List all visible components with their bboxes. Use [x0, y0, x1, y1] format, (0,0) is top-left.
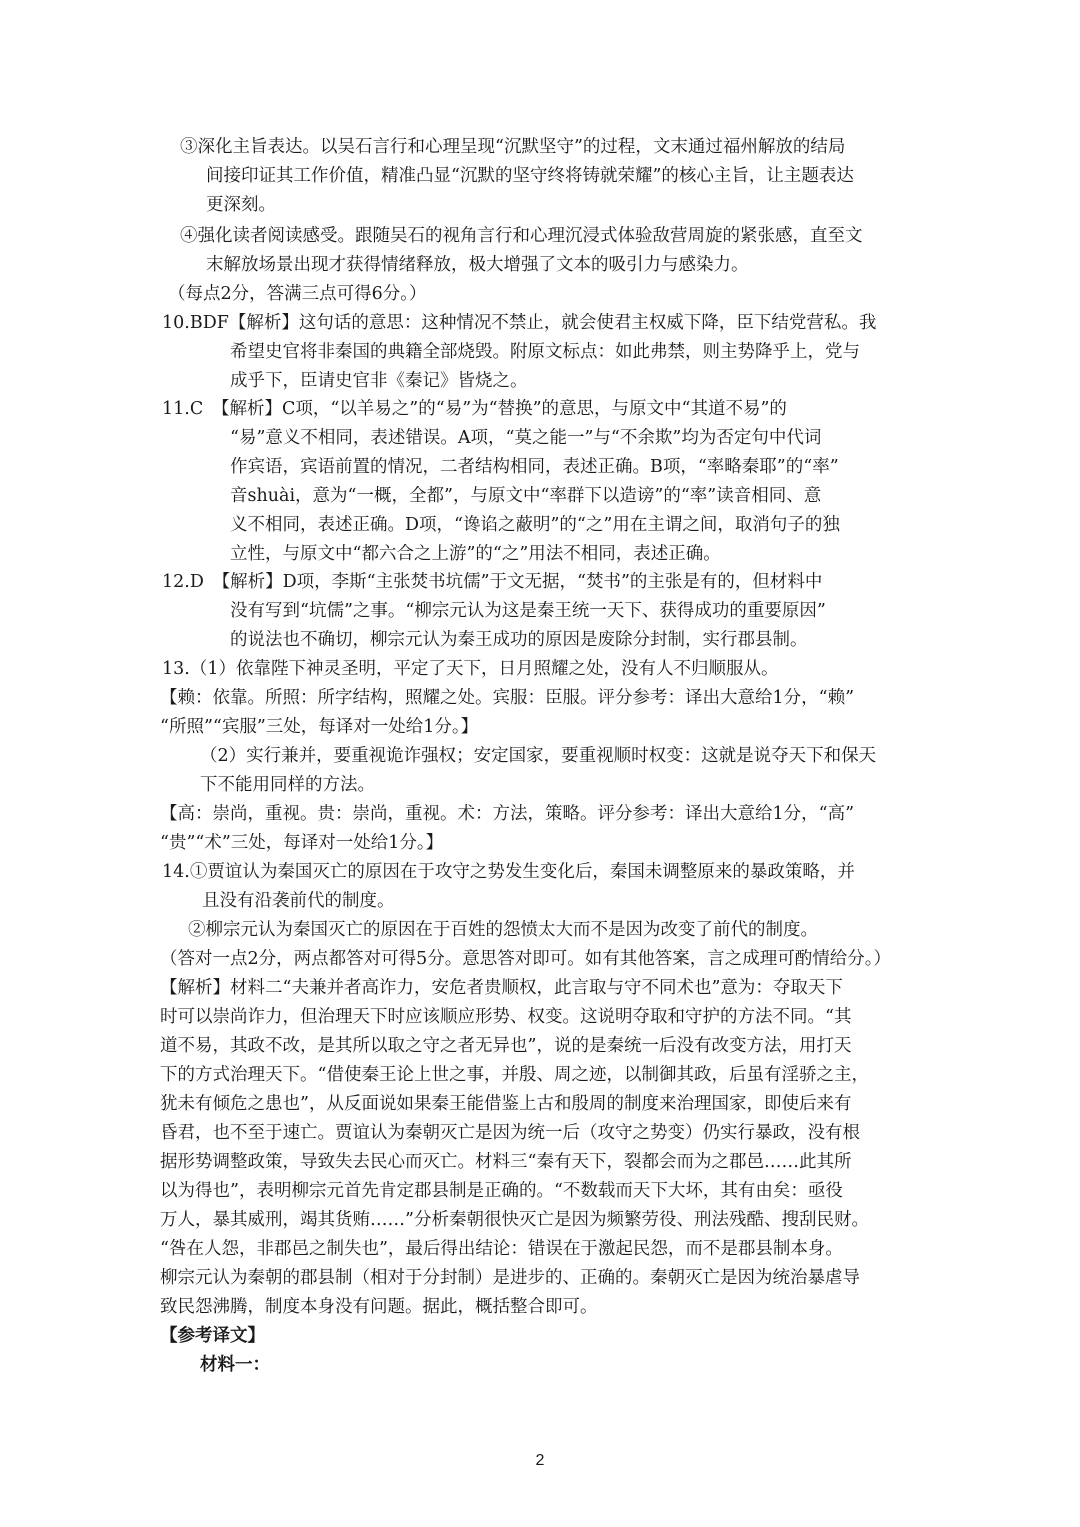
- text-line: 柳宗元认为秦朝的郡县制（相对于分封制）是进步的、正确的。秦朝灭亡是因为统治暴虐导: [160, 1268, 860, 1288]
- answer-12: 12.D 【解析】D项，李斯“主张焚书坑儒”于文无据，“焚书”的主张是有的，但材料中: [162, 572, 823, 592]
- text-line: 【赖：依靠。所照：所字结构，照耀之处。宾服：臣服。评分参考：译出大意给1分，“赖”: [160, 688, 855, 708]
- text-line: ③深化主旨表达。以吴石言行和心理呈现“沉默坚守”的过程，文末通过福州解放的结局: [180, 137, 846, 157]
- text-line: （答对一点2分，两点都答对可得5分。意思答对即可。如有其他答案，言之成理可酌情给分。）: [160, 949, 892, 969]
- text-line: 末解放场景出现才获得情绪释放，极大增强了文本的吸引力与感染力。: [206, 255, 749, 275]
- text-line: “易”意义不相同，表述错误。A项，“莫之能一”与“不余欺”均为否定句中代词: [230, 428, 822, 448]
- text-line: 没有写到“坑儒”之事。“柳宗元认为这是秦王统一天下、获得成功的重要原因”: [230, 601, 826, 621]
- text-line: ②柳宗元认为秦国灭亡的原因在于百姓的怨愤太大而不是因为改变了前代的制度。: [188, 920, 818, 940]
- text-line: 以为得也”，表明柳宗元首先肯定郡县制是正确的。“不数载而天下大坏，其有由矣：亟役: [160, 1181, 843, 1201]
- text-line: 时可以崇尚诈力，但治理天下时应该顺应形势、权变。这说明夺取和守护的方法不同。“其: [160, 1007, 852, 1027]
- text-line: “咎在人怨，非郡邑之制失也”，最后得出结论：错误在于激起民怨，而不是郡县制本身。: [160, 1239, 843, 1259]
- text-line: 作宾语，宾语前置的情况，二者结构相同，表述正确。B项，“率略秦耶”的“率”: [230, 457, 839, 477]
- text-line: 下不能用同样的方法。: [200, 775, 375, 795]
- text-line: 道不易，其政不改，是其所以取之守之者无异也”，说的是秦统一后没有改变方法，用打天: [160, 1036, 852, 1056]
- text-line: 希望史官将非秦国的典籍全部烧毁。附原文标点：如此弗禁，则主势降乎上，党与: [230, 342, 860, 362]
- text-line: 义不相同，表述正确。D项，“谗谄之蔽明”的“之”用在主谓之间，取消句子的独: [230, 515, 840, 535]
- text-line: 的说法也不确切，柳宗元认为秦王成功的原因是废除分封制，实行郡县制。: [230, 630, 808, 650]
- text-line: 成乎下，臣请史官非《秦记》皆烧之。: [230, 371, 528, 391]
- text-line: 音shuài，意为“一概，全都”，与原文中“率群下以造谤”的“率”读音相同、意: [230, 486, 822, 506]
- subsection-heading: 材料一：: [200, 1355, 270, 1375]
- text-line: 昏君，也不至于速亡。贾谊认为秦朝灭亡是因为统一后（攻守之势变）仍实行暴政，没有根: [160, 1123, 860, 1143]
- text-line: 更深刻。: [206, 195, 276, 215]
- text-line: 犹未有倾危之患也”，从反面说如果秦王能借鉴上古和殷周的制度来治理国家，即使后来有: [160, 1094, 852, 1114]
- text-line: “所照”“宾服”三处，每译对一处给1分。】: [160, 717, 479, 737]
- answer-14: 14.①贾谊认为秦国灭亡的原因在于攻守之势发生变化后，秦国未调整原来的暴政策略，并: [162, 862, 855, 882]
- answer-13: 13.（1）依靠陛下神灵圣明，平定了天下，日月照耀之处，没有人不归顺服从。: [162, 659, 779, 679]
- text-line: 下的方式治理天下。“借使秦王论上世之事，并殷、周之迹，以制御其政，后虽有淫骄之主，: [160, 1065, 869, 1085]
- answer-11: 11.C 【解析】C项，“以羊易之”的“易”为“替换”的意思，与原文中“其道不易”的: [162, 399, 787, 419]
- text-line: （2）实行兼并，要重视诡诈强权；安定国家，要重视顺时权变：这就是说夺天下和保天: [200, 746, 877, 766]
- page-number: 2: [535, 1452, 545, 1469]
- text-line: “贵”“术”三处，每译对一处给1分。】: [160, 833, 444, 853]
- text-line: 且没有沿袭前代的制度。: [202, 891, 395, 911]
- text-line: 万人，暴其威刑，竭其货贿……”分析秦朝很快灭亡是因为频繁劳役、刑法残酷、搜刮民财。: [160, 1210, 869, 1230]
- section-heading: 【参考译文】: [160, 1326, 265, 1346]
- text-line: ④强化读者阅读感受。跟随吴石的视角言行和心理沉浸式体验敌营周旋的紧张感，直至文: [180, 226, 863, 246]
- text-line: 致民怨沸腾，制度本身没有问题。据此，概括整合即可。: [160, 1297, 598, 1317]
- text-line: 【解析】材料二“夫兼并者高诈力，安危者贵顺权，此言取与守不同术也”意为：夺取天下: [160, 978, 843, 998]
- text-line: 间接印证其工作价值，精准凸显“沉默的坚守终将铸就荣耀”的核心主旨，让主题表达: [206, 166, 854, 186]
- text-line: 【高：崇尚，重视。贵：崇尚，重视。术：方法，策略。评分参考：译出大意给1分，“高”: [160, 804, 855, 824]
- text-line: （每点2分，答满三点可得6分。）: [168, 284, 427, 304]
- answer-10: 10.BDF【解析】这句话的意思：这种情况不禁止，就会使君主权威下降，臣下结党营私。我: [162, 313, 877, 333]
- text-line: 立性，与原文中“都六合之上游”的“之”用法不相同，表述正确。: [230, 544, 721, 564]
- text-line: 据形势调整政策，导致失去民心而灭亡。材料三“秦有天下，裂都会而为之郡邑……此其所: [160, 1152, 852, 1172]
